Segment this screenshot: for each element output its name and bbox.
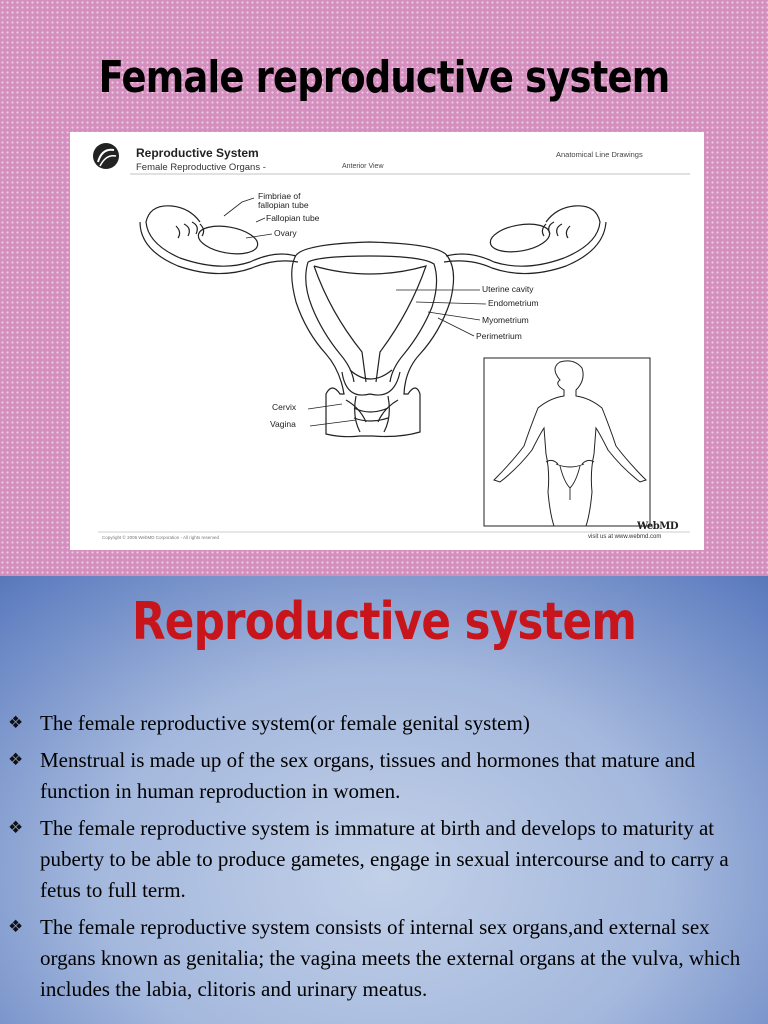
label-endometrium: Endometrium [488, 298, 539, 308]
figure-copyright: Copyright © 2006 WebMD Corporation - All rights reserved [102, 535, 220, 540]
uterus-line-drawing [70, 132, 704, 550]
bullet-list [8, 708, 760, 1011]
label-fallopian-tube: Fallopian tube [266, 213, 320, 223]
webmd-brand: WebMD [637, 521, 679, 532]
diamond-bullet-icon: ❖ [8, 818, 24, 838]
diamond-bullet-icon: ❖ [8, 713, 24, 733]
label-fimbriae-1: Fimbriae of [258, 191, 301, 201]
bullet-item [8, 813, 760, 906]
diamond-bullet-icon: ❖ [8, 750, 24, 770]
bullet-item [8, 708, 760, 739]
figure-header-title: Reproductive System [136, 146, 259, 160]
label-uterine-cavity: Uterine cavity [482, 284, 534, 294]
bullet-item [8, 745, 760, 807]
label-vagina: Vagina [270, 419, 296, 429]
label-cervix: Cervix [272, 402, 297, 412]
slide-2 [0, 576, 768, 1024]
anatomy-figure [70, 132, 704, 550]
bullet-text: The female reproductive system is immature at birth and develops to maturity at puberty to be able to produce gametes, engage in sexual intercourse and to carry a fetus to full term. [40, 816, 729, 902]
diamond-bullet-icon: ❖ [8, 917, 24, 937]
slide-1-title: Female reproductive system [98, 52, 670, 103]
webmd-logo-icon [93, 143, 119, 169]
label-ovary: Ovary [274, 228, 297, 238]
label-perimetrium: Perimetrium [476, 331, 522, 341]
figure-header-right: Anatomical Line Drawings [556, 150, 643, 159]
figure-header-view: Anterior View [342, 163, 384, 170]
label-myometrium: Myometrium [482, 315, 529, 325]
bullet-text: Menstrual is made up of the sex organs, tissues and hormones that mature and function in human reproduction in women. [40, 748, 696, 803]
figure-header-subtitle: Female Reproductive Organs - [136, 162, 266, 173]
bullet-text: The female reproductive system(or female genital system) [40, 711, 530, 735]
slide-2-title: Reproductive system [131, 592, 637, 652]
bullet-text: The female reproductive system consists of internal sex organs,and external sex organs known as genitalia; the vagina meets the external organs at the vulva, which includes the labia, clitoris and urinary meatus. [40, 915, 741, 1001]
figure-url: visit us at www.webmd.com [588, 534, 662, 540]
bullet-item [8, 912, 760, 1005]
label-fimbriae-2: fallopian tube [258, 200, 309, 210]
